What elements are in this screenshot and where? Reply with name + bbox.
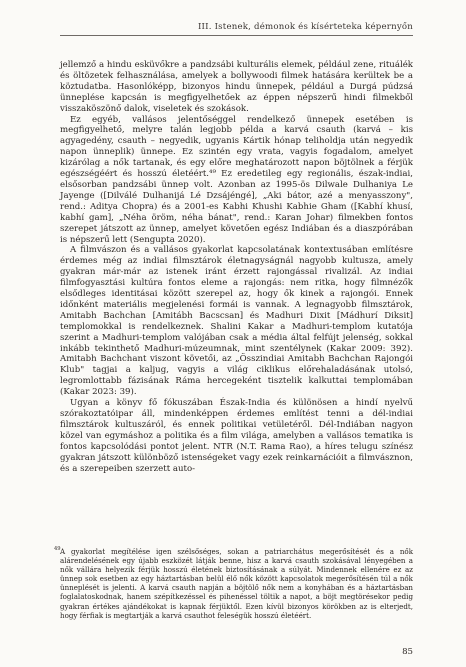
paragraph-4: Ugyan a könyv fő fókuszában Észak-India és különösen a hindí nyelvű szórakoztatóipar áll, mindenképpen érdemes említést tenni a dél-indiai filmsztárok kultuszáról, és ennek politikai vetületéről. Dél-Indiában nagyon közel van egymáshoz a politika és a film világa, amelyben a vallásos tematika is fontos kapcsolódási pontot jelent. NTR (N.T. Rama Rao), a híres telugu színész gyakran játszott különböző istenségeket vagy ezek reinkarnációit a filmvásznon, és a szerepeiben szerzett auto- xyxy=(60,398,413,474)
paragraph-2: Ez egyéb, vallásos jelentőséggel rendelkező ünnepek esetében is megfigyelhető, melyre talán legjobb példa a karvá csauth (karvá – kis agyagedény, csauth – negyedik, ugyanis Kártik hónap teliholdja után negyedik napon ünneplik) ünnepe. Ez szintén egy vrata, vagyis fogadalom, amelyet kizárólag a nők tartanak, és egy előre meghatározott napon böjtölnek a férjük egészségéért és hosszú életéért.⁴⁹ Ez eredetileg egy regionális, észak-indiai, elsősorban pandzsábi ünnep volt. Azonban az 1995-ös Dilwale Dulhaniya Le Jayenge ([Dilválé Dulhanijá Lé Dzsájéngé], „Aki bátor, azé a menyasszony", rend.: Aditya Chopra) és a 2001-es Kabhi Khushi Kabhie Gham ([Kabhí khusí, kabhí gam], „Néha öröm, néha bánat", rend.: Karan Johar) filmekben fontos szerepet játszott az ünnep, amelyet követően egész Indiában és a diaszpórában is népszerű lett (Sengupta 2020). xyxy=(60,114,413,245)
paragraph-1: jellemző a hindu esküvőkre a pandzsábi kulturális elemek, például zene, rituálék és öltözetek felhasználása, amelyek a bollywoodi filmek hatására kerültek be a köztudatba. Hasonlóképp, bizonyos hindu ünnepek, például a Durgá púdzsá ünneplése kapcsán is megfigyelhetőek az éppen népszerű hindi filmekből visszaköszönő dalok, viseletek és szokások. xyxy=(60,60,413,114)
main-text xyxy=(60,60,413,474)
paragraph-3: A filmvászon és a vallásos gyakorlat kapcsolatának kontextusában említésre érdemes még az indiai filmsztárok életnagyságnál nagyobb kultusza, amely gyakran már-már az istenek iránt érzett rajongással rivalizál. Az indiai filmfogyasztási kultúra fontos eleme a rajongás: nem ritka, hogy filmnézők elsődleges identitásai között szerepel az, hogy ők kinek a rajongói. Ennek időnként materiális megjelenési formái is vannak. A legnagyobb filmsztárok, Amitabh Bachchan [Amitábh Bacscsan] és Madhuri Dixit [Mádhurí Diksit] templomokkal is rendelkeznek. Shalini Kakar a Madhuri-templom kutatója szerint a Madhuri-templom valójában csak a média által felfújt jelenség, sokkal inkább tekinthető Madhuri-múzeumnak, mint szentélynek (Kakar 2009: 392). Amitabh Bachchant viszont követői, az „Összindiai Amitabh Bachchan Rajongói Klub" tagjai a kaljug, vagyis a világ ciklikus előrehaladásának utolsó, legromlottabb fázisának Ráma hercegeként tisztelik kalkuttai templomában (Kakar 2023: 39). xyxy=(60,245,413,398)
footnote xyxy=(54,546,413,620)
footnote-text: A gyakorlat megítélése igen szélsőséges, sokan a patriarchátus megerősítését és a nők alárendelésének egy újabb eszközét látják benne, hisz a karvá csauth szokásával lényegében a nők vállára helyezik férjük hosszú életének biztosításának a súlyát. Mindennek ellenére ez az ünnep sok esetben az egy háztartásban belül élő nők között kapcsolatok megerősítésén túl a nők ünneplését is jelenti. A karvá csauth napján a böjtölő nők nem a konyhában és a háztartásban foglalatoskodnak, hanem szépítkezéssel és pihenéssel töltik a napot, a böjt megtörésekor pedig gyakran értékes ajándékokat is kapnak férjüktől. Ezen kívül bizonyos körökben az is elterjedt, hogy férfiak is megtartják a karvá csauthot feleségük hosszú életéért. xyxy=(60,547,413,620)
footnote-number: 49 xyxy=(54,546,61,552)
running-title: III. Istenek, démonok és kísérteteka képernyőn xyxy=(197,22,413,32)
running-head xyxy=(60,22,413,36)
page-number: 85 xyxy=(402,647,413,657)
